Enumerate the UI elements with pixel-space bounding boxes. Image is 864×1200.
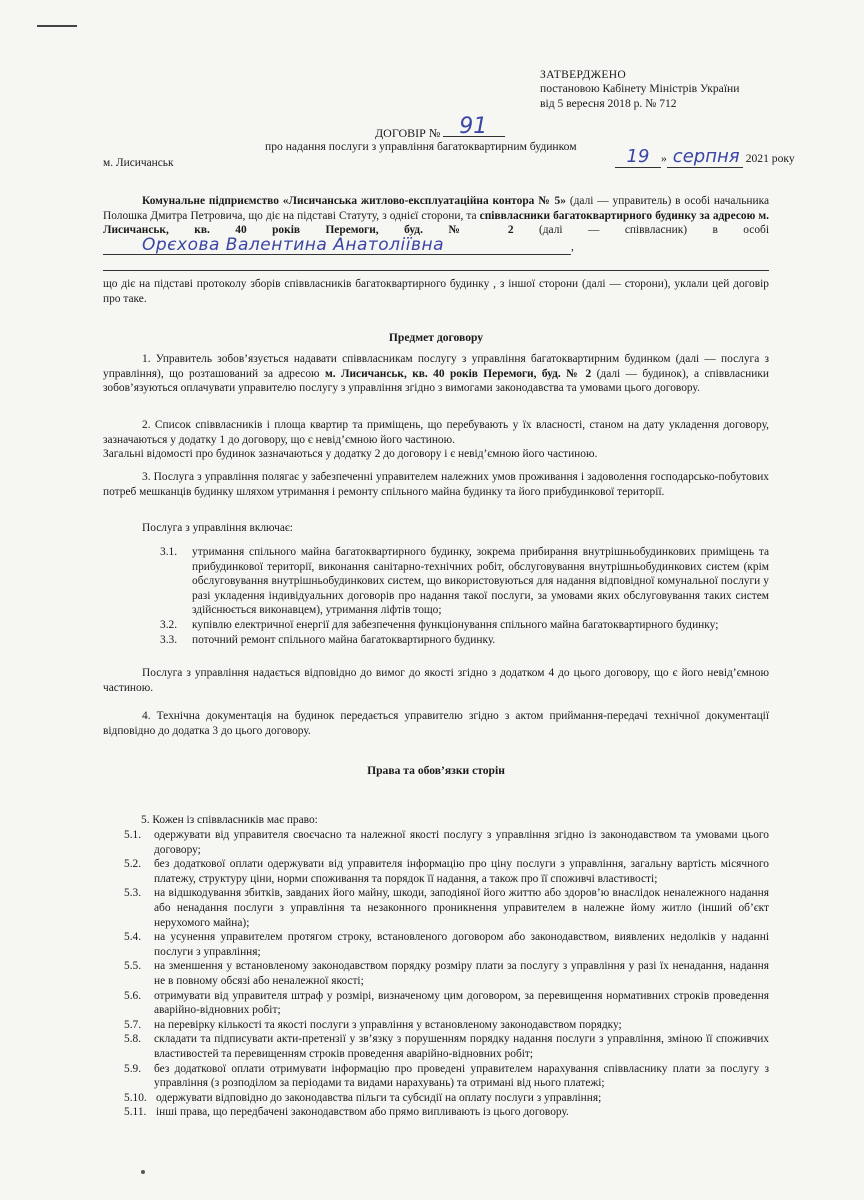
list-item-text: інші права, що передбачені законодавством або прямо випливають із цього договору. — [156, 1106, 569, 1119]
list-item-number: 3.1. — [160, 546, 178, 558]
services-intro: Послуга з управління включає: — [142, 522, 293, 534]
list-item-text: складати та підписувати акти-претензії у зв’язку з порушенням порядку надання послуги з управління, зміною її споживчих властивостей та перевищенням строків проведення аварійно-відновних робіт; — [154, 1033, 769, 1060]
approval-line-1: постановою Кабінету Міністрів України — [540, 82, 740, 96]
list-item-text: на відшкодування збитків, завданих його майну, шкоди, заподіяної його життю або здоров’ю внаслідок неналежного надання або ненадання послуги з управління та незаконного проникнення управителем в належне йому житло (інший об’єкт нерухомого майна); — [154, 887, 769, 929]
contract-label: ДОГОВІР № — [375, 126, 441, 140]
list-item-number: 5.4. — [124, 931, 142, 944]
date-quote: » — [661, 152, 667, 165]
list-item — [124, 857, 769, 886]
list-item — [124, 1105, 769, 1120]
list-item-number: 5.10. — [124, 1091, 147, 1104]
subject-paragraph-2: 2. Список співвласників і площа квартир та приміщень, що перебувають у їх власності, станом на дату укладення договору, зазначаються у додатку 1 до договору, що є невід’ємною його частиною. — [103, 419, 769, 446]
rights-intro: 5. Кожен із співвласників має право: — [141, 814, 318, 826]
list-item-number: 5.3. — [124, 887, 142, 900]
list-item-text: одержувати відповідно до законодавства пільги та субсидії на оплату послуги з управління; — [156, 1091, 602, 1104]
building-address: м. Лисичанськ, кв. 40 років Перемоги, буд. № 2 — [324, 367, 592, 380]
list-item-text: на усунення управителем протягом строку, встановленого договором або законодавством, виявлених недоліків у наданні послуги з управління; — [154, 931, 769, 958]
list-item — [160, 545, 769, 618]
subject-paragraph-3: 3. Послуга з управління полягає у забезпеченні управителем належних умов проживання і задоволення господарсько-побутових потреб мешканців будинку шляхом утримання і ремонту спільного майна будинку та його прибудинкової території. — [103, 471, 769, 498]
list-item-number: 5.7. — [124, 1018, 142, 1031]
contract-subtitle: про надання послуги з управління багатоквартирним будинком — [265, 140, 577, 153]
list-item-text: без додаткової оплати одержувати від управителя інформацію про ціну послуги з управління, загальну вартість місячного платежу, структуру ціни, норми споживання та порядок її надання, а також про її споживчі властивості; — [154, 858, 769, 885]
list-item-number: 5.6. — [124, 989, 142, 1002]
list-item-text: на перевірку кількості та якості послуги з управління у встановленому законодавством порядку; — [154, 1018, 622, 1031]
list-item — [160, 633, 769, 648]
list-item — [124, 1018, 769, 1033]
date-month-field — [667, 146, 743, 168]
list-item — [124, 886, 769, 930]
list-item-number: 3.2. — [160, 618, 178, 631]
list-item — [124, 1062, 769, 1091]
approval-stamp — [540, 68, 840, 111]
list-item — [124, 828, 769, 857]
scan-mark — [37, 25, 77, 27]
preamble-comma: , — [571, 240, 574, 253]
list-item-text: на зменшення у встановленому законодавством порядку розміру плати за послугу з управління у разі їх ненадання, надання не в повному обсязі або неналежної якості; — [154, 960, 769, 987]
list-item-number: 5.5. — [124, 960, 142, 973]
list-item — [124, 989, 769, 1018]
person-field — [103, 234, 571, 256]
list-item — [124, 959, 769, 988]
section-heading-rights: Права та обов’язки сторін — [367, 764, 505, 777]
list-item-text: без додаткової оплати отримувати інформацію про проведені управителем нарахування співвласнику плати за послугу з управління (з розподілом за періодами та видами нарахувань) та отримані від нього платежі; — [154, 1062, 769, 1090]
rights-list — [124, 828, 769, 1120]
list-item-text: одержувати від управителя своєчасно та належної якості послугу з управління згідно із законодавством та умовами цього договору; — [154, 829, 769, 856]
scan-speck — [141, 1170, 145, 1174]
list-item-number: 5.8. — [124, 1033, 142, 1046]
list-item-number: 5.1. — [124, 829, 142, 841]
approval-title: ЗАТВЕРДЖЕНО — [540, 68, 627, 81]
preamble-paragraph — [103, 194, 769, 255]
contract-title — [375, 114, 488, 141]
preamble-text-a: (далі — управитель) в особі начальника Полошка Дмитра Петровича, що діє на підставі Статуту, з однієї сторони, та — [103, 195, 769, 222]
date-day-field — [615, 146, 661, 168]
list-item-text: отримувати від управителя штраф у розмірі, визначеному цим договором, за перевищення нормативних строків проведення аварійно-відновних робіт; — [154, 989, 769, 1017]
subject-p1-a: 1. Управитель зобов’язується надавати співвласникам послугу з управління багатоквартирним будинком (далі — послуга з управління), що розташований за адресою — [103, 353, 769, 380]
list-item-text: утримання спільного майна багатоквартирного будинку, зокрема прибирання внутрішньобудинкових приміщень та прибудинкової території, виконання санітарно-технічних робіт, обслуговування внутрішньобудинкових систем (крім обслуговування внутрішньобудинкових систем, що використовуються для надання відповідної комунальної послуги у разі укладення індивідуальних договорів про надання такої послуги, за умовами яких обслуговування таких систем здійснюється виконавцем), утримання ліфтів тощо; — [192, 546, 769, 617]
contract-number: 91 — [459, 114, 488, 139]
quality-paragraph: Послуга з управління надається відповідно до вимог до якості згідно з додатком 4 до цього договору, що є його невід’ємною частиною. — [103, 667, 769, 694]
preamble-paragraph-2: що діє на підставі протоколу зборів співвласників багатоквартирного будинку , з іншої сторони (далі — сторони), уклали цей договір про таке. — [103, 278, 769, 305]
contractor-name: Комунальне підприємство «Лисичанська житлово-експлуатаційна контора № 5» — [142, 195, 566, 207]
date-year: 2021 року — [745, 152, 795, 165]
list-item-text: поточний ремонт спільного майна багатоквартирного будинку. — [192, 633, 496, 646]
subject-p1-b: (далі — будинок), а співвласники зобов’язуються оплачувати управителю послугу з управління згідно з вимогами законодавства та умовами цього договору. — [103, 367, 769, 395]
subject-paragraph-4: 4. Технічна документація на будинок передається управителю згідно з актом приймання-передачі технічної документації відповідно до додатка 3 до цього договору. — [103, 710, 769, 737]
section-heading-subject: Предмет договору — [388, 331, 484, 344]
blank-line — [103, 270, 769, 271]
list-item — [124, 1032, 769, 1061]
list-item — [124, 930, 769, 959]
contract-city: м. Лисичанськ — [103, 157, 174, 169]
list-item-number: 5.11. — [124, 1106, 147, 1119]
person-name: Орєхова Валентина Анатоліївна — [142, 234, 445, 255]
list-item-number: 3.3. — [160, 633, 178, 646]
list-item — [124, 1091, 769, 1106]
date-day: 19 — [626, 146, 650, 167]
list-item — [160, 618, 769, 633]
preamble-text-b: (далі — співвласник) в особі — [513, 224, 769, 237]
subject-paragraph-1 — [103, 352, 769, 396]
subject-paragraph-2b: Загальні відомості про будинок зазначаються у додатку 2 до договору і є невід’ємною його частиною. — [103, 448, 598, 460]
list-item-number: 5.9. — [124, 1062, 142, 1075]
list-item-text: купівлю електричної енергії для забезпечення функціонування спільного майна багатоквартирного будинку; — [192, 618, 719, 631]
list-item-number: 5.2. — [124, 858, 142, 871]
approval-line-2: від 5 вересня 2018 р. № 712 — [540, 96, 677, 110]
date-month: серпня — [672, 146, 740, 167]
contract-date — [615, 146, 795, 168]
services-list — [160, 545, 769, 647]
co-owners-address: співвласники багатоквартирного будинку за адресою м. Лисичанськ, кв. 40 років Перемоги, буд. № 2 — [103, 209, 769, 237]
